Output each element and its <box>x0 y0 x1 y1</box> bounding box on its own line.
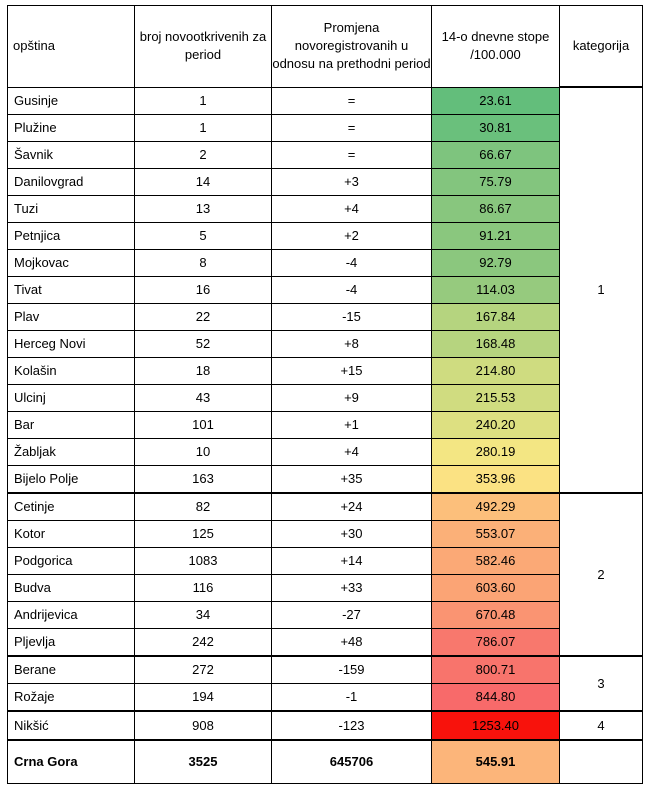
rate-cell: 1253.40 <box>432 711 560 740</box>
category-cell: 4 <box>560 711 643 740</box>
change-cell: +48 <box>272 628 432 656</box>
table-row <box>8 683 643 711</box>
change-cell: -159 <box>272 656 432 684</box>
municipality-cell: Budva <box>8 574 135 601</box>
new-cases-cell: 1 <box>135 114 272 141</box>
change-cell: +24 <box>272 493 432 521</box>
header-category: kategorija <box>560 6 643 88</box>
change-cell: = <box>272 87 432 114</box>
table-row <box>8 520 643 547</box>
header-rate: 14-o dnevne stope /100.000 <box>432 6 560 88</box>
change-cell: +3 <box>272 168 432 195</box>
change-cell: +30 <box>272 520 432 547</box>
table-row <box>8 249 643 276</box>
municipality-cell: Bijelo Polje <box>8 465 135 493</box>
rate-cell: 214.80 <box>432 357 560 384</box>
category-cell: 1 <box>560 87 643 493</box>
rate-cell: 553.07 <box>432 520 560 547</box>
change-cell: +14 <box>272 547 432 574</box>
change-cell: +8 <box>272 330 432 357</box>
new-cases-cell: 5 <box>135 222 272 249</box>
new-cases-cell: 908 <box>135 711 272 740</box>
table-row <box>8 141 643 168</box>
municipality-cell: Žabljak <box>8 438 135 465</box>
rate-cell: 240.20 <box>432 411 560 438</box>
change-cell: -27 <box>272 601 432 628</box>
change-cell: +35 <box>272 465 432 493</box>
municipality-cell: Podgorica <box>8 547 135 574</box>
municipality-cell: Mojkovac <box>8 249 135 276</box>
rate-cell: 603.60 <box>432 574 560 601</box>
new-cases-cell: 125 <box>135 520 272 547</box>
new-cases-cell: 16 <box>135 276 272 303</box>
change-cell: +9 <box>272 384 432 411</box>
rate-cell: 23.61 <box>432 87 560 114</box>
municipality-cell: Ulcinj <box>8 384 135 411</box>
table-row <box>8 168 643 195</box>
rate-cell: 114.03 <box>432 276 560 303</box>
table-row <box>8 357 643 384</box>
change-cell: +4 <box>272 195 432 222</box>
table-row <box>8 711 643 740</box>
rate-cell: 66.67 <box>432 141 560 168</box>
rate-cell: 215.53 <box>432 384 560 411</box>
municipality-cell: Danilovgrad <box>8 168 135 195</box>
table-row <box>8 438 643 465</box>
table-row <box>8 574 643 601</box>
new-cases-cell: 22 <box>135 303 272 330</box>
municipality-cell: Kotor <box>8 520 135 547</box>
municipality-cell: Rožaje <box>8 683 135 711</box>
rate-cell: 800.71 <box>432 656 560 684</box>
new-cases-cell: 10 <box>135 438 272 465</box>
change-cell: -4 <box>272 249 432 276</box>
new-cases-cell: 13 <box>135 195 272 222</box>
rate-cell: 92.79 <box>432 249 560 276</box>
municipality-cell: Plužine <box>8 114 135 141</box>
new-cases-cell: 163 <box>135 465 272 493</box>
change-cell: = <box>272 114 432 141</box>
change-cell: -4 <box>272 276 432 303</box>
rate-cell: 168.48 <box>432 330 560 357</box>
new-cases-cell: 1083 <box>135 547 272 574</box>
rate-cell: 86.67 <box>432 195 560 222</box>
new-cases-cell: 52 <box>135 330 272 357</box>
municipality-cell: Andrijevica <box>8 601 135 628</box>
change-cell: = <box>272 141 432 168</box>
rate-cell: 91.21 <box>432 222 560 249</box>
table-row <box>8 411 643 438</box>
table-row <box>8 656 643 684</box>
total-name-cell: Crna Gora <box>8 740 135 784</box>
new-cases-cell: 8 <box>135 249 272 276</box>
header-row <box>8 6 643 88</box>
change-cell: +2 <box>272 222 432 249</box>
rate-cell: 75.79 <box>432 168 560 195</box>
category-cell: 2 <box>560 493 643 656</box>
rate-cell: 670.48 <box>432 601 560 628</box>
change-cell: +15 <box>272 357 432 384</box>
total-cases-cell: 3525 <box>135 740 272 784</box>
municipality-cell: Bar <box>8 411 135 438</box>
rate-cell: 492.29 <box>432 493 560 521</box>
table-row <box>8 465 643 493</box>
table-row <box>8 114 643 141</box>
municipality-cell: Tuzi <box>8 195 135 222</box>
rate-cell: 353.96 <box>432 465 560 493</box>
total-category-cell <box>560 740 643 784</box>
municipality-cell: Šavnik <box>8 141 135 168</box>
municipality-cell: Tivat <box>8 276 135 303</box>
new-cases-cell: 34 <box>135 601 272 628</box>
new-cases-cell: 116 <box>135 574 272 601</box>
rate-cell: 280.19 <box>432 438 560 465</box>
municipality-cell: Gusinje <box>8 87 135 114</box>
new-cases-cell: 18 <box>135 357 272 384</box>
new-cases-cell: 194 <box>135 683 272 711</box>
table-row <box>8 330 643 357</box>
change-cell: -123 <box>272 711 432 740</box>
new-cases-cell: 242 <box>135 628 272 656</box>
change-cell: +33 <box>272 574 432 601</box>
table-row <box>8 276 643 303</box>
rate-cell: 167.84 <box>432 303 560 330</box>
table-row <box>8 87 643 114</box>
municipality-cell: Petnjica <box>8 222 135 249</box>
change-cell: +1 <box>272 411 432 438</box>
new-cases-cell: 2 <box>135 141 272 168</box>
change-cell: -15 <box>272 303 432 330</box>
new-cases-cell: 14 <box>135 168 272 195</box>
municipality-cell: Nikšić <box>8 711 135 740</box>
table-row <box>8 493 643 521</box>
rate-cell: 582.46 <box>432 547 560 574</box>
total-change-cell: 645706 <box>272 740 432 784</box>
new-cases-cell: 1 <box>135 87 272 114</box>
new-cases-cell: 43 <box>135 384 272 411</box>
category-cell: 3 <box>560 656 643 711</box>
municipality-cell: Pljevlja <box>8 628 135 656</box>
new-cases-cell: 272 <box>135 656 272 684</box>
change-cell: -1 <box>272 683 432 711</box>
table-row <box>8 547 643 574</box>
new-cases-cell: 101 <box>135 411 272 438</box>
covid-rates-table <box>7 5 643 784</box>
table-row <box>8 384 643 411</box>
rate-cell: 786.07 <box>432 628 560 656</box>
header-municipality: opština <box>8 6 135 88</box>
table-row <box>8 303 643 330</box>
total-rate-cell: 545.91 <box>432 740 560 784</box>
rate-cell: 844.80 <box>432 683 560 711</box>
new-cases-cell: 82 <box>135 493 272 521</box>
rate-cell: 30.81 <box>432 114 560 141</box>
municipality-cell: Plav <box>8 303 135 330</box>
table-row <box>8 628 643 656</box>
municipality-cell: Berane <box>8 656 135 684</box>
change-cell: +4 <box>272 438 432 465</box>
table-row <box>8 195 643 222</box>
municipality-cell: Herceg Novi <box>8 330 135 357</box>
header-change: Promjena novoregistrovanih u odnosu na prethodni period <box>272 6 432 88</box>
table-row <box>8 601 643 628</box>
municipality-cell: Cetinje <box>8 493 135 521</box>
total-row <box>8 740 643 784</box>
header-new-cases: broj novootkrivenih za period <box>135 6 272 88</box>
table-row <box>8 222 643 249</box>
municipality-cell: Kolašin <box>8 357 135 384</box>
